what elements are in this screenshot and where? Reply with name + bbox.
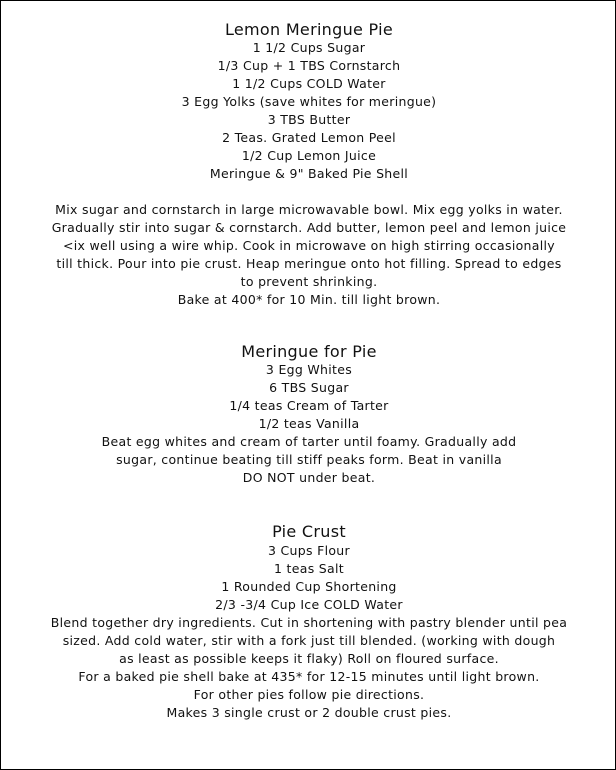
- direction-line: Blend together dry ingredients. Cut in shortening with pastry blender until pea: [50, 615, 568, 630]
- ingredient-line: 3 TBS Butter: [267, 112, 351, 127]
- direction-line: DO NOT under beat.: [242, 470, 376, 485]
- ingredient-line: 1/3 Cup + 1 TBS Cornstarch: [217, 58, 401, 73]
- direction-line: Beat egg whites and cream of tarter until foamy. Gradually add: [101, 434, 517, 449]
- ingredient-line: 1 1/2 Cups Sugar: [252, 40, 366, 55]
- ingredient-line: 1/4 teas Cream of Tarter: [229, 398, 389, 413]
- meringue-for-pie-title: Meringue for Pie: [241, 342, 377, 361]
- ingredient-line: 3 Egg Whites: [265, 362, 353, 377]
- lemon-meringue-pie-title: Lemon Meringue Pie: [224, 20, 394, 39]
- ingredient-line: 2/3 -3/4 Cup Ice COLD Water: [215, 597, 403, 612]
- direction-line: Makes 3 single crust or 2 double crust pies.: [166, 705, 452, 720]
- ingredient-line: Meringue & 9" Baked Pie Shell: [209, 166, 409, 181]
- ingredient-line: 2 Teas. Grated Lemon Peel: [222, 130, 396, 145]
- direction-line: sized. Add cold water, stir with a fork just till blended. (working with dough: [62, 633, 556, 648]
- ingredient-line: 1 teas Salt: [274, 561, 344, 576]
- direction-line: <ix well using a wire whip. Cook in microwave on high stirring occasionally: [63, 238, 555, 253]
- direction-line: as least as possible keeps it flaky) Roll on floured surface.: [119, 651, 499, 666]
- ingredient-line: 3 Cups Flour: [268, 543, 350, 558]
- direction-line: till thick. Pour into pie crust. Heap meringue onto hot filling. Spread to edges: [56, 256, 562, 271]
- ingredient-line: 1/2 Cup Lemon Juice: [241, 148, 377, 163]
- direction-line: to prevent shrinking.: [240, 274, 378, 289]
- ingredient-line: 6 TBS Sugar: [269, 380, 349, 395]
- ingredient-line: 1 Rounded Cup Shortening: [221, 579, 397, 594]
- direction-line: Gradually stir into sugar & cornstarch. Add butter, lemon peel and lemon juice: [51, 220, 567, 235]
- direction-line: Bake at 400* for 10 Min. till light brown.: [177, 292, 441, 307]
- ingredient-line: 1 1/2 Cups COLD Water: [232, 76, 386, 91]
- direction-line: For other pies follow pie directions.: [193, 687, 425, 702]
- direction-line: sugar, continue beating till stiff peaks form. Beat in vanilla: [116, 452, 502, 467]
- pie-crust-title: Pie Crust: [272, 522, 346, 541]
- ingredient-line: 3 Egg Yolks (save whites for meringue): [181, 94, 437, 109]
- direction-line: For a baked pie shell bake at 435* for 12-15 minutes until light brown.: [78, 669, 540, 684]
- ingredient-line: 1/2 teas Vanilla: [258, 416, 360, 431]
- direction-line: Mix sugar and cornstarch in large microwavable bowl. Mix egg yolks in water.: [55, 202, 563, 217]
